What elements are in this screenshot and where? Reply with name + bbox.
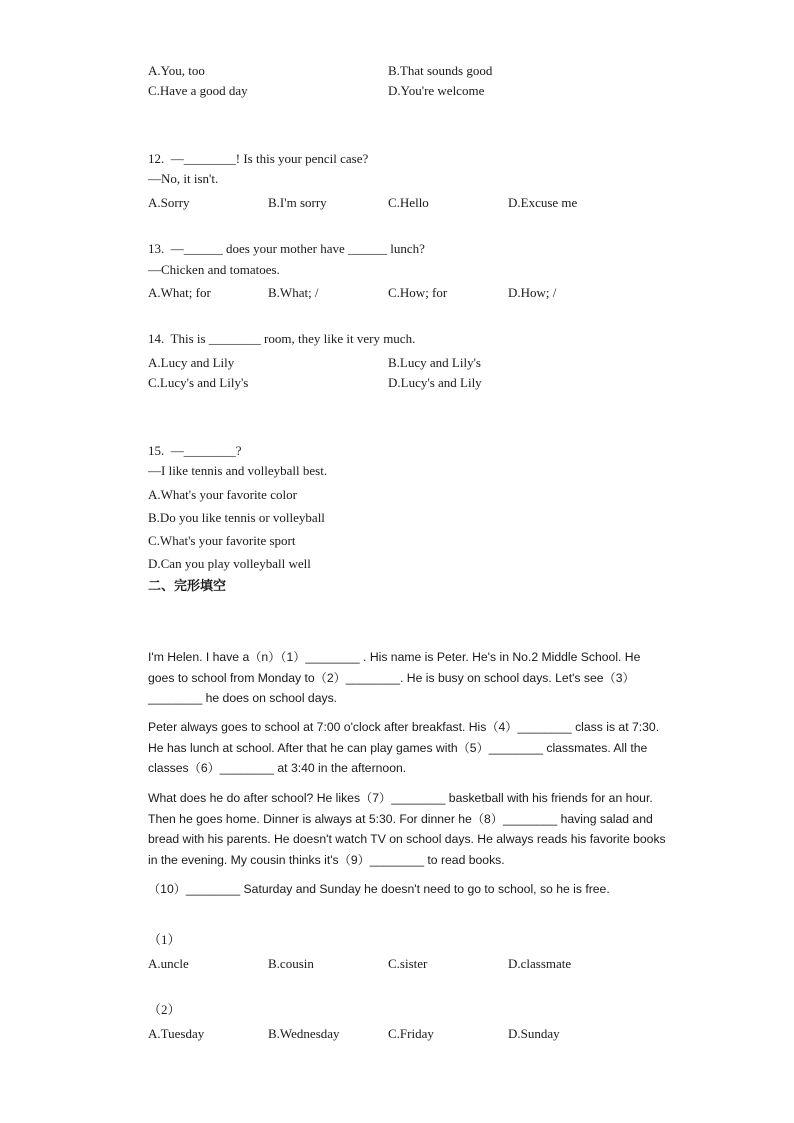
cloze-item-1-number: （1）: [148, 932, 181, 947]
cloze-item-1-option-d[interactable]: D.classmate: [508, 956, 572, 971]
question-number: 13.: [148, 241, 165, 256]
question-12-stem: [148, 151, 368, 167]
question-text: —________?: [170, 443, 242, 458]
passage-paragraph-3: What does he do after school? He likes（7）________ basketball with his friends for an hour. Then he goes home. Dinner is always at 5:30. For dinner he（8）________ having salad and bread with his parents. He doesn't watch TV on school days. He always reads his favorite books in the evening. My cousin thinks it's（9）________ to read books.: [148, 791, 666, 868]
question-15-option-b[interactable]: B.Do you like tennis or volleyball: [148, 510, 325, 525]
section-heading: 二、完形填空: [148, 579, 227, 594]
passage-paragraph-2: Peter always goes to school at 7:00 o'clock after breakfast. His（4）________ class is at 7:30. He has lunch at school. After that he can play games with（5）________ classmates. All the classes（6）________ at 3:40 in the afternoon.: [148, 720, 660, 776]
question-12-option-a[interactable]: A.Sorry: [148, 195, 190, 210]
question-14-option-d[interactable]: D.Lucy's and Lily: [388, 375, 482, 390]
question-13-option-d[interactable]: D.How; /: [508, 285, 557, 300]
cloze-item-2-option-b[interactable]: B.Wednesday: [268, 1026, 340, 1041]
question-12-option-d[interactable]: D.Excuse me: [508, 195, 578, 210]
question-12-answer-line: —No, it isn't.: [148, 171, 219, 186]
question-13-answer-line: —Chicken and tomatoes.: [148, 262, 280, 277]
cloze-item-1-option-b[interactable]: B.cousin: [268, 956, 314, 971]
option-d[interactable]: D.You're welcome: [388, 83, 485, 98]
question-12-option-b[interactable]: B.I'm sorry: [268, 195, 327, 210]
question-text: —______ does your mother have ______ lunch?: [170, 241, 425, 256]
cloze-item-1-option-a[interactable]: A.uncle: [148, 956, 189, 971]
option-c[interactable]: C.Have a good day: [148, 83, 248, 98]
question-13-option-a[interactable]: A.What; for: [148, 285, 211, 300]
cloze-item-1-option-c[interactable]: C.sister: [388, 956, 428, 971]
question-text: This is ________ room, they like it very much.: [170, 331, 416, 346]
question-14-option-a[interactable]: A.Lucy and Lily: [148, 355, 235, 370]
question-number: 15.: [148, 443, 165, 458]
question-15-answer-line: —I like tennis and volleyball best.: [148, 463, 328, 478]
question-15-option-c[interactable]: C.What's your favorite sport: [148, 533, 296, 548]
cloze-item-2-option-d[interactable]: D.Sunday: [508, 1026, 560, 1041]
question-13-option-c[interactable]: C.How; for: [388, 285, 448, 300]
cloze-item-2-option-a[interactable]: A.Tuesday: [148, 1026, 205, 1041]
question-15-stem: [148, 443, 242, 459]
question-14-stem: [148, 331, 415, 347]
passage-paragraph-4: （10）________ Saturday and Sunday he doesn't need to go to school, so he is free.: [148, 882, 610, 896]
question-number: 14.: [148, 331, 165, 346]
question-12-option-c[interactable]: C.Hello: [388, 195, 429, 210]
passage-paragraph-1: I'm Helen. I have a（n）（1）________ . His name is Peter. He's in No.2 Middle School. He goes to school from Monday to（2）________. He is busy on school days. Let's see（3）________ he does on school days.: [148, 650, 641, 706]
question-number: 12.: [148, 151, 165, 166]
question-15-option-d[interactable]: D.Can you play volleyball well: [148, 556, 311, 571]
question-14-option-c[interactable]: C.Lucy's and Lily's: [148, 375, 249, 390]
question-13-stem: [148, 241, 425, 257]
option-b[interactable]: B.That sounds good: [388, 63, 493, 78]
cloze-item-2-number: （2）: [148, 1002, 181, 1017]
question-13-option-b[interactable]: B.What; /: [268, 285, 319, 300]
option-a[interactable]: A.You, too: [148, 63, 205, 78]
question-15-option-a[interactable]: A.What's your favorite color: [148, 487, 297, 502]
cloze-item-2-option-c[interactable]: C.Friday: [388, 1026, 434, 1041]
question-14-option-b[interactable]: B.Lucy and Lily's: [388, 355, 481, 370]
question-text: —________! Is this your pencil case?: [170, 151, 369, 166]
